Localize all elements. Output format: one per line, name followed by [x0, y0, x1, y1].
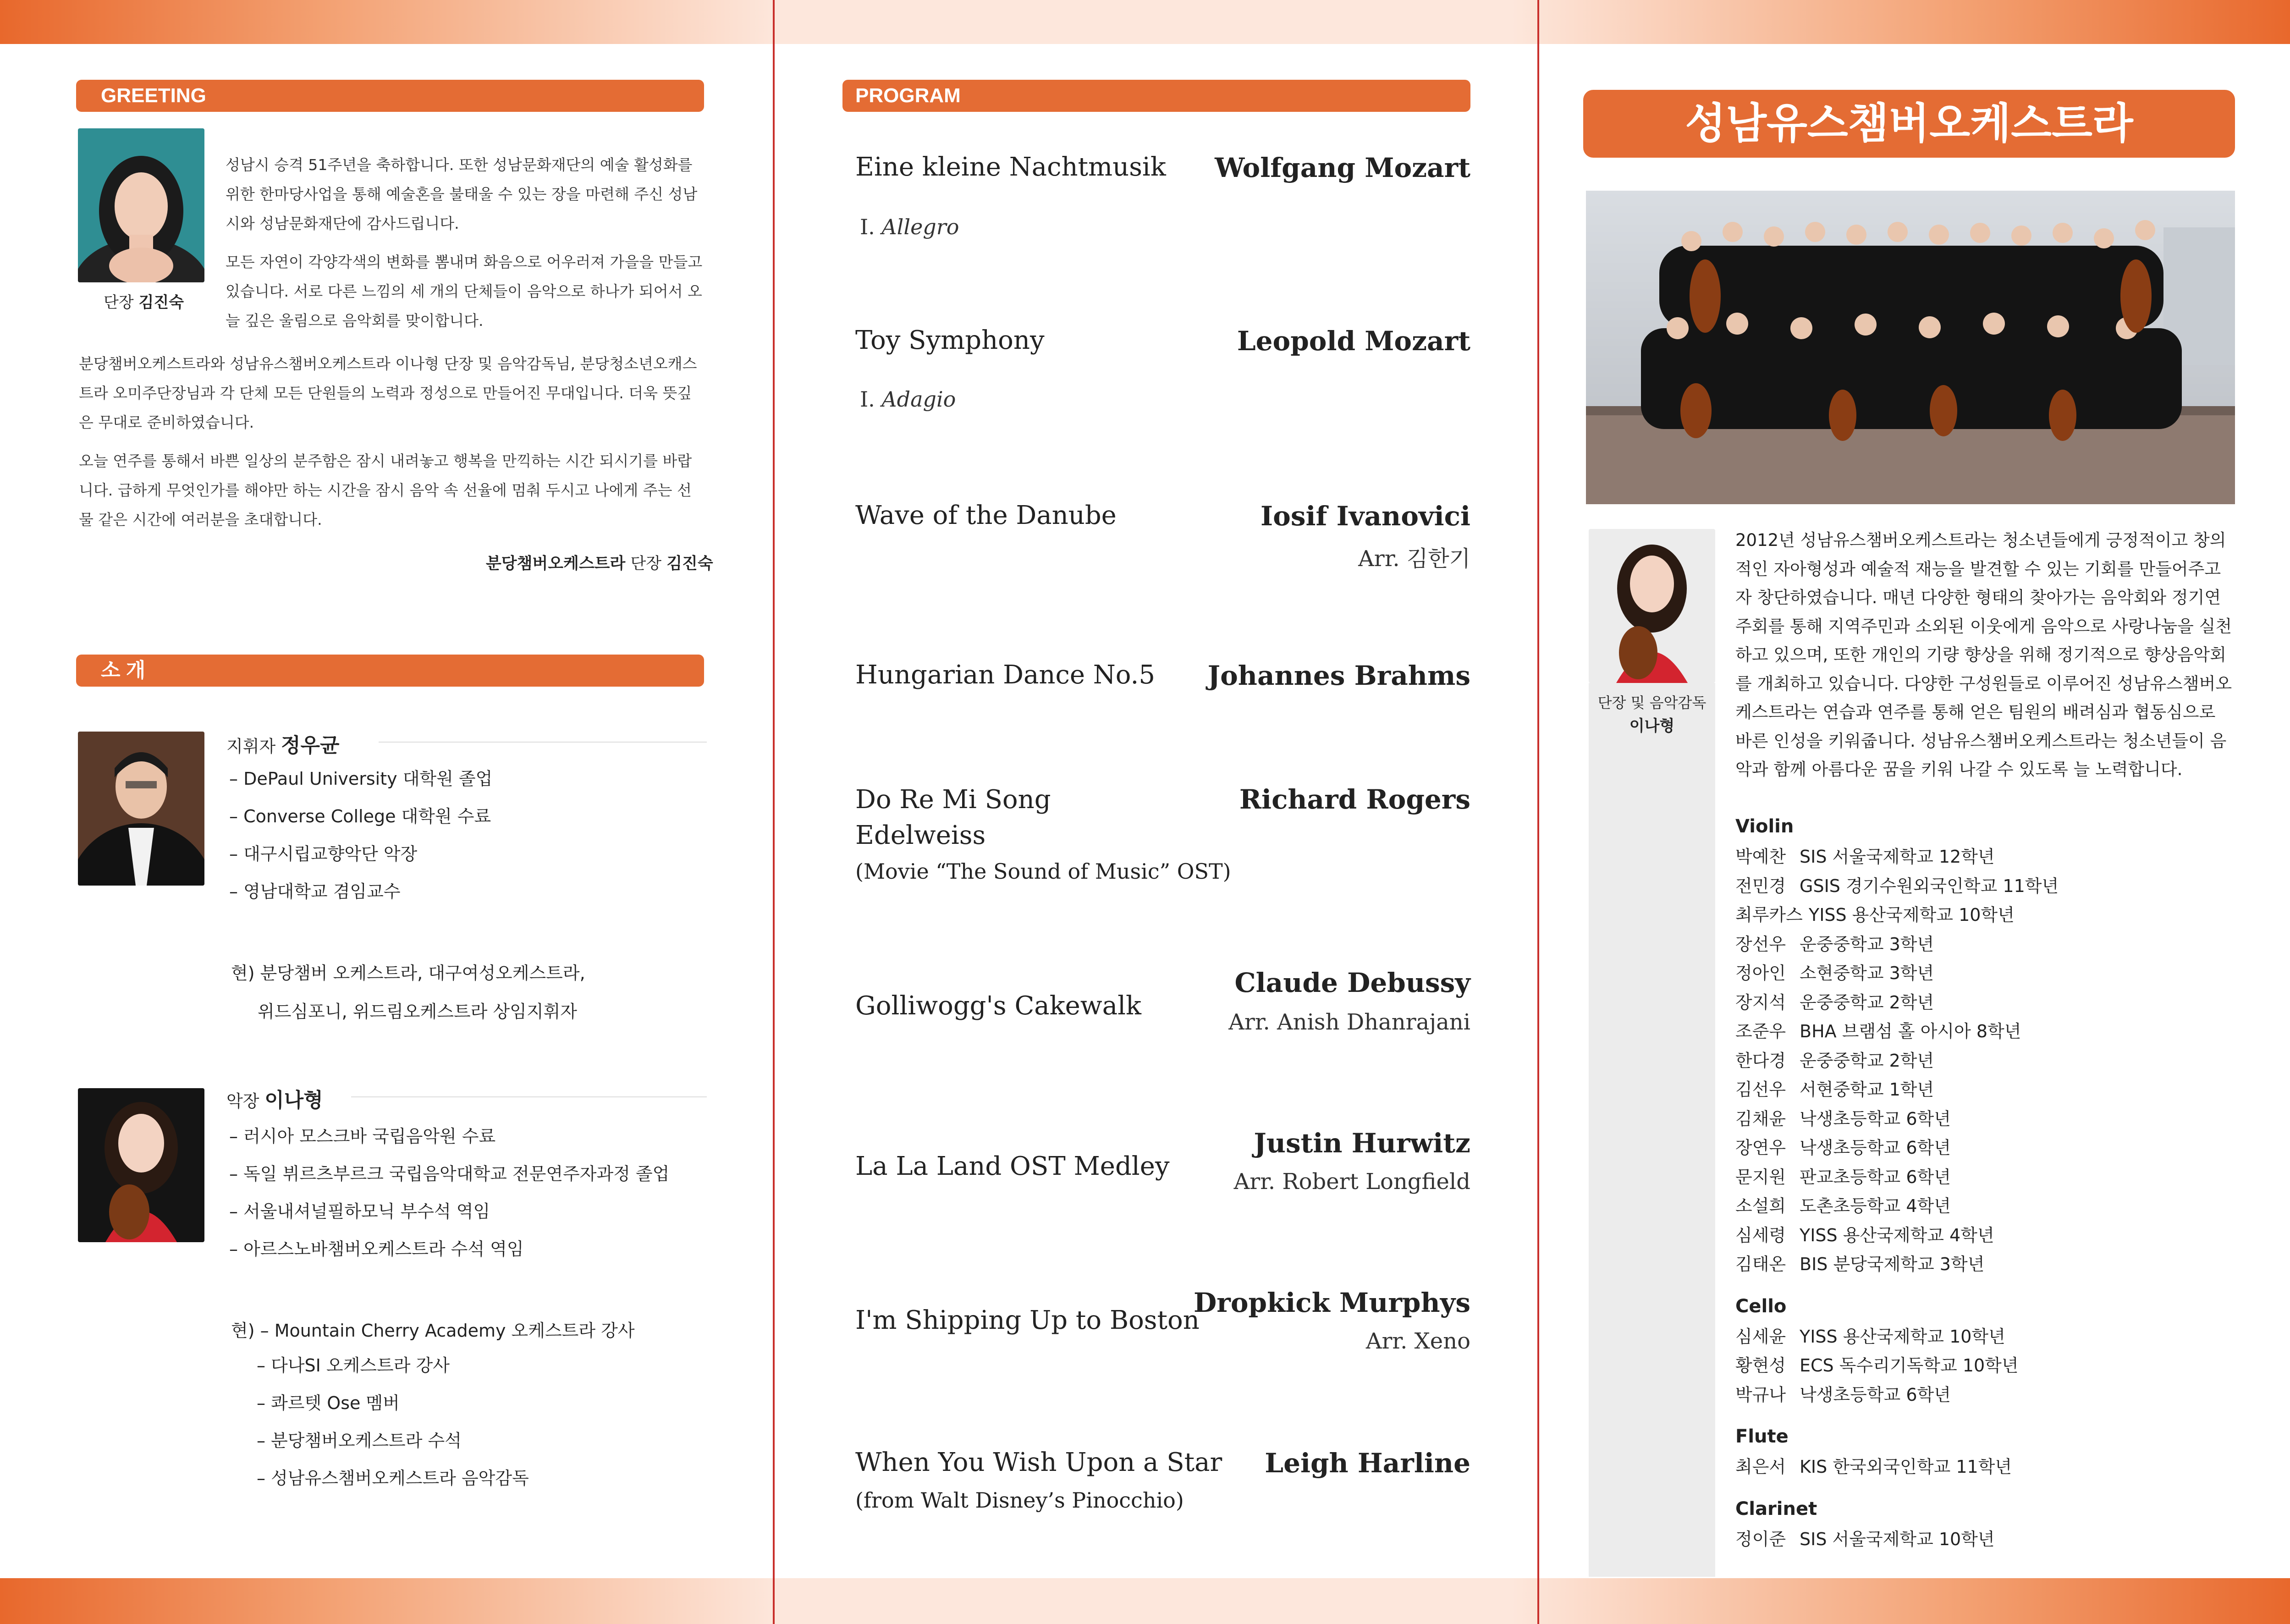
conductor-heading-rule — [379, 742, 707, 743]
piece-title: When You Wish Upon a Star — [855, 1448, 1222, 1477]
piece-title: Wave of the Danube — [855, 501, 1117, 530]
piece-arranger: Arr. Robert Longfield — [1233, 1169, 1470, 1195]
program-header: PROGRAM — [842, 80, 1470, 112]
piece-composer: Justin Hurwitz — [1254, 1128, 1470, 1159]
caption-name: 김진숙 — [138, 293, 184, 312]
conductor-career-item: – Converse College 대학원 수료 — [229, 806, 491, 826]
piece-composer: Johannes Brahms — [1207, 660, 1470, 691]
member-name: 박규나 — [1735, 1384, 1786, 1405]
member-name: 박예찬 — [1735, 847, 1786, 867]
signature-name: 김진숙 — [666, 555, 713, 573]
member-row — [1735, 1250, 2235, 1279]
member-school: 판교초등학교 6학년 — [1800, 1167, 1951, 1187]
member-name: 심세령 — [1735, 1225, 1786, 1245]
member-roster — [1735, 799, 2235, 1554]
member-school: 운중중학교 3학년 — [1800, 934, 1934, 954]
member-school: 도촌초등학교 4학년 — [1800, 1196, 1951, 1216]
piece-title: Golliwogg's Cakewalk — [855, 991, 1141, 1021]
member-name: 전민경 — [1735, 875, 1786, 896]
conductor-career-item: – 대구시립교향악단 악장 — [229, 844, 418, 864]
concertmaster-current-1: 현) – Mountain Cherry Academy 오케스트라 강사 — [231, 1321, 635, 1341]
concertmaster-career-item: – 서울내셔널필하모닉 부수석 역임 — [229, 1201, 490, 1222]
orchestra-group-photo — [1586, 191, 2235, 504]
movement-number: Ⅰ. — [860, 387, 875, 412]
member-name: 장선우 — [1735, 934, 1786, 954]
piece-composer: Wolfgang Mozart — [1215, 152, 1470, 183]
caption-role: 단장 — [104, 293, 134, 312]
member-row — [1735, 1381, 2235, 1410]
piece-title: Do Re Mi Song — [855, 785, 1051, 815]
member-name: 김선우 — [1735, 1079, 1786, 1100]
greeting-paragraph-3: 분당챔버오케스트라와 성남유스챔버오케스트라 이나형 단장 및 음악감독님, 분당청소년오캐스트라 오미주단장님과 각 단체 모든 단원들의 노력과 정성으로 만들어진 무대입니다. 더욱 뜻깊은 무대로 준비하였습니다. — [79, 355, 697, 431]
member-row — [1735, 1075, 2235, 1105]
conductor-career-item: – DePaul University 대학원 졸업 — [229, 769, 493, 789]
piece-composer: Leigh Harline — [1265, 1448, 1470, 1479]
greeting-header: GREETING — [76, 80, 704, 112]
member-name: 김채윤 — [1735, 1108, 1786, 1129]
conductor-name: 정우균 — [281, 734, 340, 757]
concertmaster-current-item: – 콰르텟 Ose 멤버 — [257, 1393, 400, 1413]
piece-composer: Richard Rogers — [1239, 784, 1470, 815]
member-row — [1735, 959, 2235, 988]
member-school: BHA 브램섬 홀 아시아 8학년 — [1800, 1021, 2021, 1041]
fold-line-left — [773, 0, 775, 1624]
piece-movement — [860, 215, 959, 239]
greeting-paragraph-4: 오늘 연주를 통해서 바쁜 일상의 분주함은 잠시 내려놓고 행복을 만끽하는 시간 되시기를 바랍니다. 급하게 무엇인가를 해야만 하는 시간을 잠시 음악 속 선율에 멈춰 두시고 나에게 주는 선물 같은 시간에 여러분을 초대합니다. — [79, 452, 692, 528]
member-school: 서현중학교 1학년 — [1800, 1079, 1934, 1100]
greeting-paragraphs-top — [226, 150, 705, 345]
member-school: 낙생초등학교 6학년 — [1800, 1108, 1951, 1129]
concertmaster-heading — [226, 1084, 323, 1113]
greeting-photo-caption — [104, 290, 184, 312]
greeting-signature — [486, 551, 713, 574]
piece-title: Toy Symphony — [855, 325, 1045, 355]
section-heading-clarinet: Clarinet — [1735, 1498, 1817, 1519]
piece-title: Eine kleine Nachtmusik — [855, 152, 1166, 182]
member-row — [1735, 1163, 2235, 1192]
member-name: 최은서 — [1735, 1457, 1786, 1477]
member-row — [1735, 1322, 2235, 1352]
orchestra-title: 성남유스챔버오케스트라 — [1583, 90, 2235, 158]
member-row — [1735, 1134, 2235, 1163]
member-school: YISS 용산국제학교 10학년 — [1809, 905, 2015, 925]
member-school: YISS 용산국제학교 4학년 — [1800, 1225, 1994, 1245]
piece-title-line-2: Edelweiss — [855, 820, 986, 850]
orchestra-leader-photo — [1589, 529, 1715, 683]
member-name: 장연우 — [1735, 1138, 1786, 1158]
member-school: 소현중학교 3학년 — [1800, 963, 1934, 983]
member-school: 운중중학교 2학년 — [1800, 1050, 1934, 1071]
piece-title: Hungarian Dance No.5 — [855, 660, 1155, 690]
member-row — [1735, 930, 2235, 959]
member-school: SIS 서울국제학교 10학년 — [1800, 1529, 1995, 1549]
concertmaster-career-item: – 러시아 모스크바 국립음악원 수료 — [229, 1126, 496, 1146]
member-school: 운중중학교 2학년 — [1800, 992, 1934, 1013]
member-row — [1735, 1017, 2235, 1046]
greeting-director-photo — [78, 128, 204, 282]
member-name: 심세윤 — [1735, 1326, 1786, 1347]
member-name: 정아인 — [1735, 963, 1786, 983]
member-school: 낙생초등학교 6학년 — [1800, 1138, 1951, 1158]
piece-composer: Dropkick Murphys — [1193, 1287, 1470, 1318]
member-name: 소설희 — [1735, 1196, 1786, 1216]
section-heading-violin: Violin — [1735, 816, 1794, 837]
member-name: 황현성 — [1735, 1355, 1786, 1376]
piece-movement — [860, 387, 956, 412]
member-row — [1735, 1105, 2235, 1134]
member-row — [1735, 1192, 2235, 1221]
piece-composer: Claude Debussy — [1234, 967, 1470, 998]
leader-sidebar-panel — [1589, 683, 1715, 1577]
conductor-photo — [78, 732, 204, 886]
piece-arranger: Arr. 김한기 — [1358, 546, 1470, 572]
movement-name: Adagio — [881, 387, 956, 412]
member-school: SIS 서울국제학교 12학년 — [1800, 847, 1995, 867]
member-row — [1735, 1046, 2235, 1076]
concertmaster-current-list — [257, 1347, 529, 1497]
intro-header: 소 개 — [76, 655, 704, 687]
member-row — [1735, 1453, 2235, 1482]
movement-name: Allegro — [881, 215, 959, 239]
orchestra-description: 2012년 성남유스챔버오케스트라는 청소년들에게 긍정적이고 창의적인 자아형성과 예술적 재능을 발견할 수 있는 기회를 만들어주고자 창단하였습니다. 매년 다양한 형태의 찾아가는 음악회와 정기연주회를 통해 지역주민과 소외된 이웃에게 음악으로 사랑나눔을 실천하고 있으며, 또한 개인의 기량 향상을 위해 정기적으로 향상음악회를 개최하고 있습니다. 다양한 구성원들로 이루어진 성남유스챔버오케스트라는 연습과 연주를 통해 얻은 팀원의 배려심과 협동심으로 바른 인성을 키워줍니다. 성남유스챔버오케스트라는 청소년들이 음악과 함께 아름다운 꿈을 키워 나갈 수 있도록 늘 노력합니다. — [1735, 530, 2232, 779]
member-name: 장지석 — [1735, 992, 1786, 1013]
member-row — [1735, 988, 2235, 1018]
leader-caption-name: 이나형 — [1629, 717, 1675, 735]
piece-arranger: Arr. Anish Dhanrajani — [1228, 1009, 1470, 1035]
member-row — [1735, 1221, 2235, 1250]
piece-subtitle: (Movie “The Sound of Music” OST) — [855, 859, 1231, 884]
piece-subtitle: (from Walt Disney’s Pinocchio) — [855, 1488, 1184, 1513]
member-name: 한다경 — [1735, 1050, 1786, 1071]
conductor-current-1: 현) 분당챔버 오케스트라, 대구여성오케스트라, — [231, 963, 585, 983]
greeting-paragraph-2: 모든 자연이 각양각색의 변화를 뽐내며 화음으로 어우러져 가을을 만들고 있습니다. 서로 다른 느낌의 세 개의 단체들이 음악으로 하나가 되어서 오늘 깊은 울림으로 음악회를 맞이합니다. — [226, 253, 703, 330]
member-name: 정이준 — [1735, 1529, 1786, 1549]
member-row — [1735, 872, 2235, 901]
piece-composer: Leopold Mozart — [1237, 325, 1470, 357]
concertmaster-career-item: – 독일 뷔르츠부르크 국립음악대학교 전문연주자과정 졸업 — [229, 1164, 670, 1184]
member-row — [1735, 1351, 2235, 1381]
member-row — [1735, 842, 2235, 872]
conductor-role: 지휘자 — [226, 737, 276, 756]
concertmaster-current-item: – 다나SI 오케스트라 강사 — [257, 1355, 450, 1376]
piece-title: La La Land OST Medley — [855, 1151, 1170, 1181]
member-row — [1735, 1525, 2235, 1554]
member-school: ECS 독수리기독학교 10학년 — [1800, 1355, 2019, 1376]
piece-composer: Iosif Ivanovici — [1261, 501, 1470, 532]
leader-caption-role: 단장 및 음악감독 — [1597, 694, 1706, 711]
fold-line-right — [1537, 0, 1539, 1624]
concertmaster-current-item: – 분당챔버오케스트라 수석 — [257, 1431, 462, 1451]
movement-number: Ⅰ. — [860, 215, 875, 239]
greeting-paragraphs-bottom — [79, 349, 705, 544]
member-name: 최루카스 — [1735, 905, 1803, 925]
conductor-current-2: 위드심포니, 위드림오케스트라 상임지휘자 — [258, 1002, 577, 1022]
signature-role: 단장 — [630, 555, 662, 573]
member-name: 문지원 — [1735, 1167, 1786, 1187]
conductor-career-item: – 영남대학교 겸임교수 — [229, 881, 401, 902]
section-heading-flute: Flute — [1735, 1426, 1789, 1447]
piece-arranger: Arr. Xeno — [1365, 1328, 1470, 1354]
member-name: 김태온 — [1735, 1254, 1786, 1274]
concertmaster-current-item: – 성남유스챔버오케스트라 음악감독 — [257, 1468, 529, 1488]
concertmaster-heading-rule — [351, 1096, 707, 1097]
concertmaster-name: 이나형 — [264, 1089, 323, 1112]
signature-org: 분당챔버오케스트라 — [486, 555, 626, 573]
concertmaster-photo — [78, 1088, 204, 1242]
greeting-paragraph-1: 성남시 승격 51주년을 축하합니다. 또한 성남문화재단의 예술 활성화를 위한 한마당사업을 통해 예술혼을 불태울 수 있는 장을 마련해 주신 성남시와 성남문화재단에 감사드립니다. — [226, 156, 698, 232]
concertmaster-role: 악장 — [226, 1091, 259, 1111]
concertmaster-career-list — [229, 1118, 669, 1268]
member-name: 조준우 — [1735, 1021, 1786, 1041]
concertmaster-career-item: – 아르스노바챔버오케스트라 수석 역임 — [229, 1239, 524, 1259]
piece-title: I'm Shipping Up to Boston — [855, 1305, 1200, 1335]
member-school: GSIS 경기수원외국인학교 11학년 — [1800, 875, 2059, 896]
section-heading-cello: Cello — [1735, 1295, 1787, 1317]
conductor-career-list — [229, 760, 492, 910]
program-list — [855, 0, 1470, 1624]
member-school: BIS 분당국제학교 3학년 — [1800, 1254, 1985, 1274]
conductor-heading — [226, 729, 340, 758]
member-school: 낙생초등학교 6학년 — [1800, 1384, 1951, 1405]
member-school: YISS 용산국제학교 10학년 — [1800, 1326, 2005, 1347]
member-row — [1735, 901, 2235, 930]
member-school: KIS 한국외국인학교 11학년 — [1800, 1457, 2012, 1477]
